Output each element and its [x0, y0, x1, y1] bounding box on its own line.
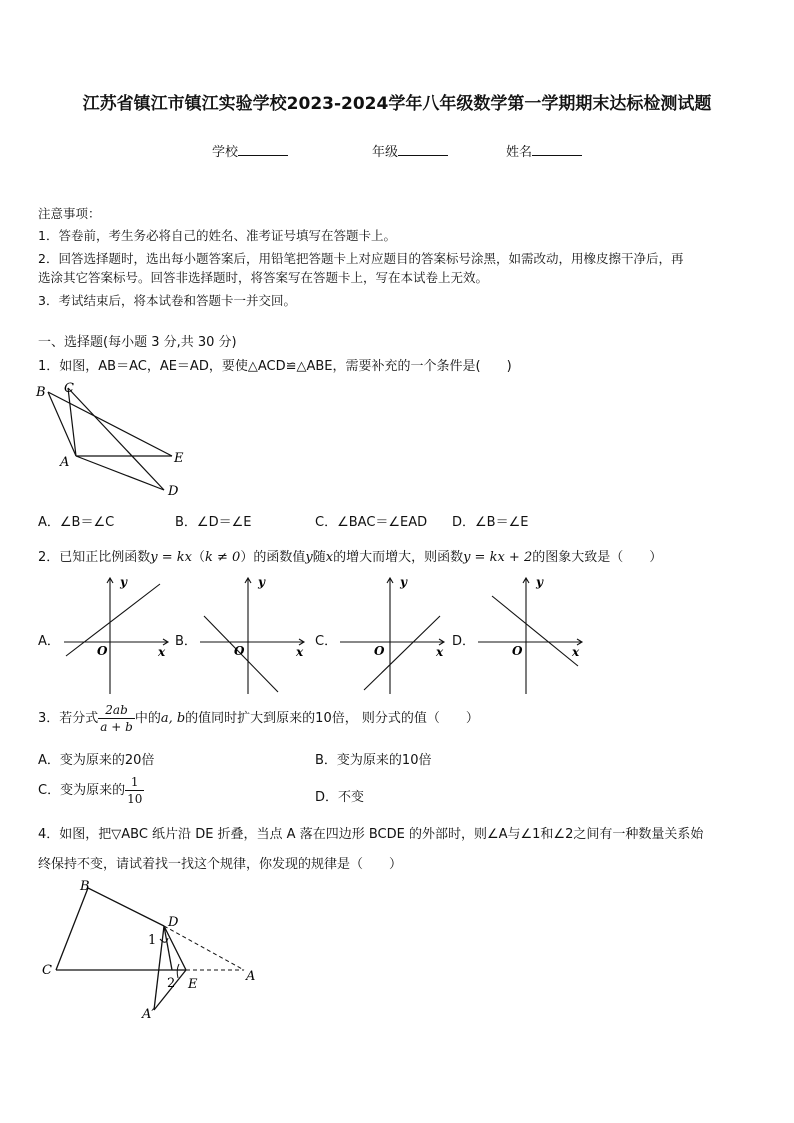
q1-label-e: E: [174, 451, 184, 466]
q2c-origin-label: O: [374, 644, 385, 658]
q2-var-y: y: [305, 550, 313, 565]
q1-label-c: C: [64, 381, 74, 396]
q3-option-a[interactable]: A．变为原来的20倍: [38, 753, 155, 768]
q1-label-a: A: [60, 455, 70, 470]
q2-graph-a[interactable]: [60, 572, 175, 697]
q2-graph-b[interactable]: [196, 572, 311, 697]
q4-label-a-prime: A′: [142, 1007, 155, 1022]
q4-label-a: A: [246, 969, 256, 984]
question-1-text: 1．如图，AB＝AC，AE＝AD，要使△ACD≌△ABE，需要补充的一个条件是( ): [38, 359, 512, 374]
q2-graph-c[interactable]: [336, 572, 451, 697]
grade-label: 年级: [372, 145, 399, 160]
q2c-x-label: x: [436, 645, 444, 659]
q2-graph-d[interactable]: [474, 572, 589, 697]
q2a-x-label: x: [158, 645, 166, 659]
q3-part3: 的值同时扩大到原来的10倍， 则分式的值（ ）: [185, 711, 479, 726]
q3-fraction: [98, 702, 135, 735]
q2-option-c-label[interactable]: C．: [315, 634, 338, 649]
q3-option-c-text: C．变为原来的: [38, 783, 126, 798]
q2c-y-label: y: [400, 575, 407, 589]
note-1: 1．答卷前，考生务必将自己的姓名、准考证号填写在答题卡上。: [38, 228, 396, 243]
question-4-line2: 终保持不变，请试着找一找这个规律，你发现的规律是（ ）: [38, 857, 403, 872]
q1-label-d: D: [168, 484, 179, 499]
section-heading: 一、选择题(每小题 3 分,共 30 分): [38, 335, 237, 350]
q2-option-a-label[interactable]: A．: [38, 634, 60, 649]
note-3: 3．考试结束后，将本试卷和答题卡一并交回。: [38, 293, 296, 308]
q2d-origin-label: O: [512, 644, 523, 658]
q3-option-b[interactable]: B．变为原来的10倍: [315, 753, 432, 768]
note-2a: 2．回答选择题时，选出每小题答案后，用铅笔把答题卡上对应题目的答案标号涂黑，如需改动，用橡皮擦干净后，再: [38, 251, 684, 266]
q1-label-b: B: [36, 385, 46, 400]
q2-part5: 的增大而增大，则函数: [333, 550, 464, 565]
q3-option-c-den: 10: [127, 792, 143, 806]
q3-denominator: a + b: [100, 720, 133, 734]
q2-option-b-label[interactable]: B．: [175, 634, 197, 649]
q3-numerator: 2ab: [98, 702, 135, 719]
question-4-line1: 4．如图，把▽ABC 纸片沿 DE 折叠，当点 A 落在四边形 BCDE 的外部时，则∠A与∠1和∠2之间有一种数量关系始: [38, 827, 704, 842]
q2d-x-label: x: [572, 645, 580, 659]
q3-part2: 中的: [134, 711, 161, 726]
q3-part1: 3．若分式: [38, 711, 99, 726]
q1-option-d[interactable]: D．∠B＝∠E: [452, 515, 529, 530]
grade-blank[interactable]: [398, 143, 448, 156]
name-blank[interactable]: [532, 143, 582, 156]
question-2-text: [38, 546, 662, 565]
q1-option-b[interactable]: B．∠D＝∠E: [175, 515, 252, 530]
notes-header: 注意事项：: [38, 206, 101, 221]
q2-part6: 的图象大致是（ ）: [532, 550, 663, 565]
q4-label-e: E: [188, 977, 198, 992]
q2-condition: k ≠ 0: [205, 550, 241, 565]
q2-func1: y = kx: [150, 550, 192, 565]
q2a-origin-label: O: [97, 644, 108, 658]
question-3-text: [38, 702, 479, 735]
note-2b: 选涂其它答案标号。回答非选择题时，将答案写在答题卡上，写在本试卷上无效。: [38, 270, 489, 285]
q2-part1: 2．已知正比例函数: [38, 550, 151, 565]
school-label: 学校: [212, 145, 239, 160]
q2-part2: （: [192, 550, 206, 565]
page-title: 江苏省镇江市镇江实验学校2023-2024学年八年级数学第一学期期末达标检测试题: [82, 94, 712, 114]
q3-option-d[interactable]: D．不变: [315, 790, 365, 805]
q2d-y-label: y: [536, 575, 543, 589]
q3-vars: a, b: [160, 711, 186, 726]
q4-label-d: D: [168, 915, 179, 930]
school-blank[interactable]: [238, 143, 288, 156]
q2-part3: ）的函数值: [240, 550, 306, 565]
q3-option-c-num: 1: [125, 774, 144, 791]
q2-var-x: x: [325, 550, 334, 565]
q4-label-b: B: [80, 879, 90, 894]
q1-figure: [34, 378, 194, 500]
q3-option-c[interactable]: [38, 774, 144, 807]
q3-option-c-fraction: [125, 774, 144, 807]
q2-part4: 随: [312, 550, 326, 565]
q2-func2: y = kx + 2: [463, 550, 533, 565]
name-field[interactable]: [506, 141, 582, 160]
q2b-y-label: y: [258, 575, 265, 589]
grade-field[interactable]: [372, 141, 448, 160]
q4-figure: [36, 876, 266, 1024]
q1-option-a[interactable]: A．∠B＝∠C: [38, 515, 115, 530]
school-field[interactable]: [212, 141, 288, 160]
q2a-y-label: y: [120, 575, 127, 589]
q2b-origin-label: O: [234, 644, 245, 658]
q2-option-d-label[interactable]: D．: [452, 634, 476, 649]
q4-angle-2: 2: [167, 976, 176, 991]
q1-option-c[interactable]: C．∠BAC＝∠EAD: [315, 515, 428, 530]
q2b-x-label: x: [296, 645, 304, 659]
q4-label-c: C: [42, 963, 52, 978]
name-label: 姓名: [506, 145, 533, 160]
q4-angle-1: 1: [148, 933, 157, 948]
